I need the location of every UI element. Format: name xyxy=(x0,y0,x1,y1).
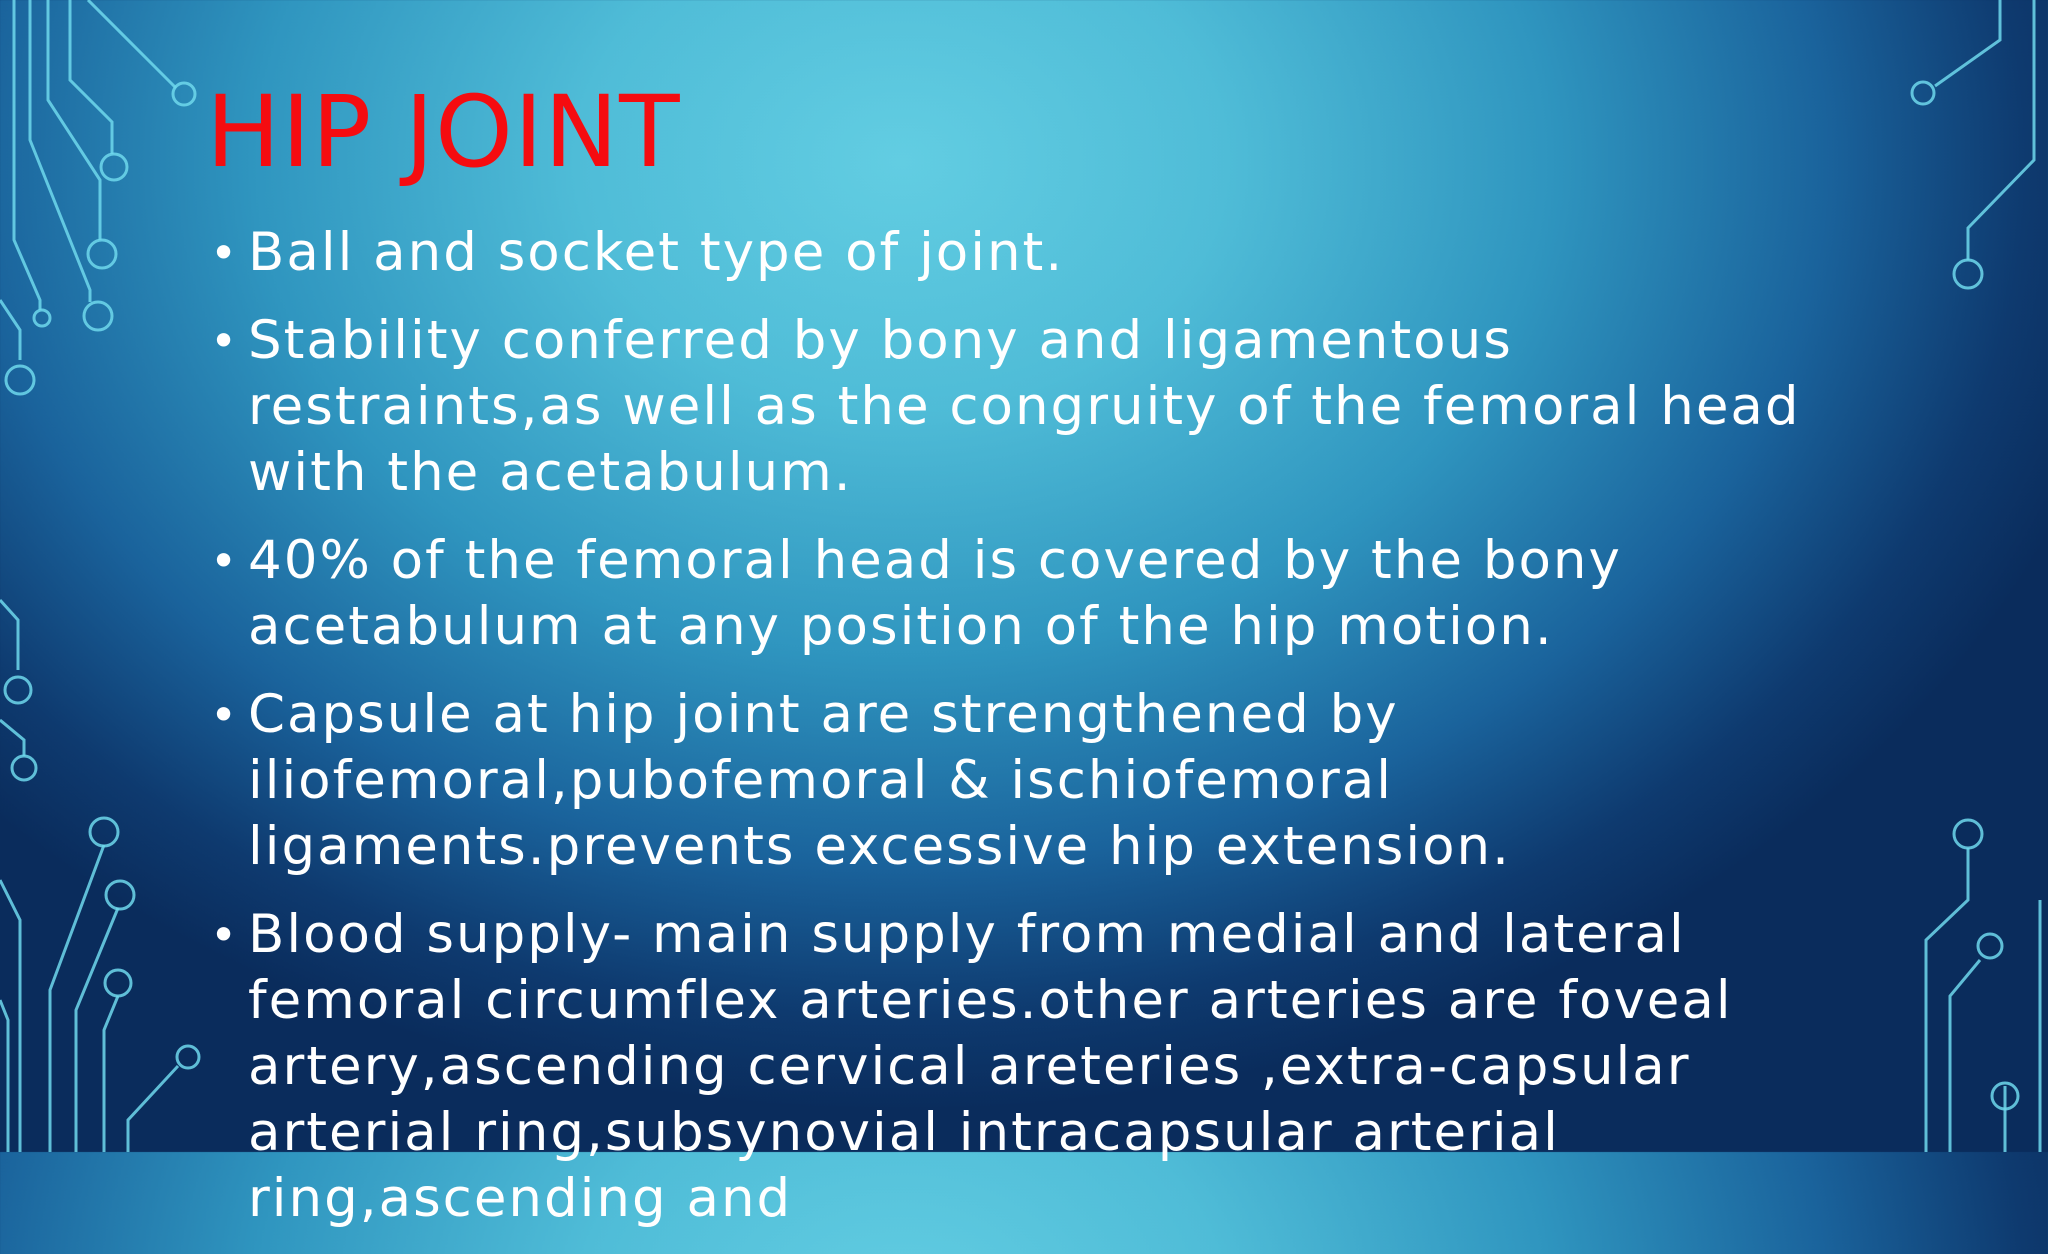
bullet-dot: • xyxy=(210,534,240,588)
bullet-text: Stability conferred by bony and ligamentous restraints,as well as the congruity of the femoral head with the acetabulum. xyxy=(248,310,1801,503)
bullet-dot: • xyxy=(210,314,240,368)
bullet-item xyxy=(206,682,1846,880)
bullet-item xyxy=(206,902,1846,1232)
bullet-text: Blood supply- main supply from medial and lateral femoral circumflex arteries.other arteries are foveal artery,ascending cervical areteries ,extra-capsular arterial ring,subsynovial intracapsular arterial ring,ascending and xyxy=(248,904,1733,1229)
bullet-text: Capsule at hip joint are strengthened by iliofemoral,pubofemoral & ischiofemoral ligaments.prevents excessive hip extension. xyxy=(248,684,1511,877)
slide-title: HIP JOINT xyxy=(206,75,681,190)
bullet-list xyxy=(206,220,1846,1254)
bullet-text: Ball and socket type of joint. xyxy=(248,222,1065,283)
bullet-text: 40% of the femoral head is covered by the bony acetabulum at any position of the hip motion. xyxy=(248,530,1622,657)
bullet-item xyxy=(206,308,1846,506)
bullet-item xyxy=(206,220,1846,286)
bullet-dot: • xyxy=(210,688,240,742)
bullet-dot: • xyxy=(210,908,240,962)
bullet-item xyxy=(206,528,1846,660)
bullet-dot: • xyxy=(210,226,240,280)
